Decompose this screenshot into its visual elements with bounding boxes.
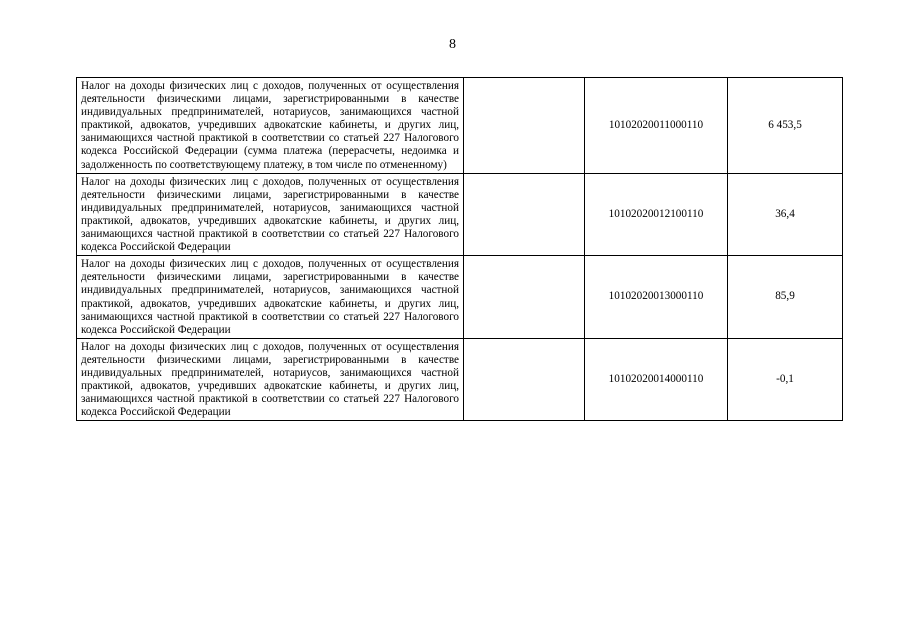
amount-cell: -0,1 — [728, 338, 843, 421]
revenue-table — [76, 77, 843, 421]
budget-code-cell: 10102020012100110 — [585, 173, 728, 256]
empty-cell — [464, 338, 585, 421]
amount-cell: 6 453,5 — [728, 78, 843, 174]
amount-cell: 85,9 — [728, 256, 843, 339]
empty-cell — [464, 256, 585, 339]
budget-code-cell: 10102020014000110 — [585, 338, 728, 421]
amount-cell: 36,4 — [728, 173, 843, 256]
table-row — [77, 256, 843, 339]
revenue-name-cell: Налог на доходы физических лиц с доходов, полученных от осуществления деятельности физическими лицами, зарегистрированными в качестве индивидуальных предпринимателей, нотариусов, занимающихся частной практикой, адвокатов, учредивших адвокатские кабинеты, и других лиц, занимающихся частной практикой в соответствии со статьей 227 Налогового кодекса Российской Федерации (сумма платежа (перерасчеты, недоимка и задолженность по соответствующему платежу, в том числе по отмененному) — [77, 78, 464, 174]
revenue-name-cell: Налог на доходы физических лиц с доходов, полученных от осуществления деятельности физическими лицами, зарегистрированными в качестве индивидуальных предпринимателей, нотариусов, занимающихся частной практикой, адвокатов, учредивших адвокатские кабинеты, и других лиц, занимающихся частной практикой в соответствии со статьей 227 Налогового кодекса Российской Федерации — [77, 256, 464, 339]
revenue-name-cell: Налог на доходы физических лиц с доходов, полученных от осуществления деятельности физическими лицами, зарегистрированными в качестве индивидуальных предпринимателей, нотариусов, занимающихся частной практикой, адвокатов, учредивших адвокатские кабинеты, и других лиц, занимающихся частной практикой в соответствии со статьей 227 Налогового кодекса Российской Федерации — [77, 173, 464, 256]
empty-cell — [464, 173, 585, 256]
budget-code-cell: 10102020013000110 — [585, 256, 728, 339]
table-row — [77, 173, 843, 256]
empty-cell — [464, 78, 585, 174]
revenue-name-cell: Налог на доходы физических лиц с доходов, полученных от осуществления деятельности физическими лицами, зарегистрированными в качестве индивидуальных предпринимателей, нотариусов, занимающихся частной практикой, адвокатов, учредивших адвокатские кабинеты, и других лиц, занимающихся частной практикой в соответствии со статьей 227 Налогового кодекса Российской Федерации — [77, 338, 464, 421]
budget-code-cell: 10102020011000110 — [585, 78, 728, 174]
table-row — [77, 338, 843, 421]
page-number: 8 — [449, 37, 456, 52]
table-row — [77, 78, 843, 174]
